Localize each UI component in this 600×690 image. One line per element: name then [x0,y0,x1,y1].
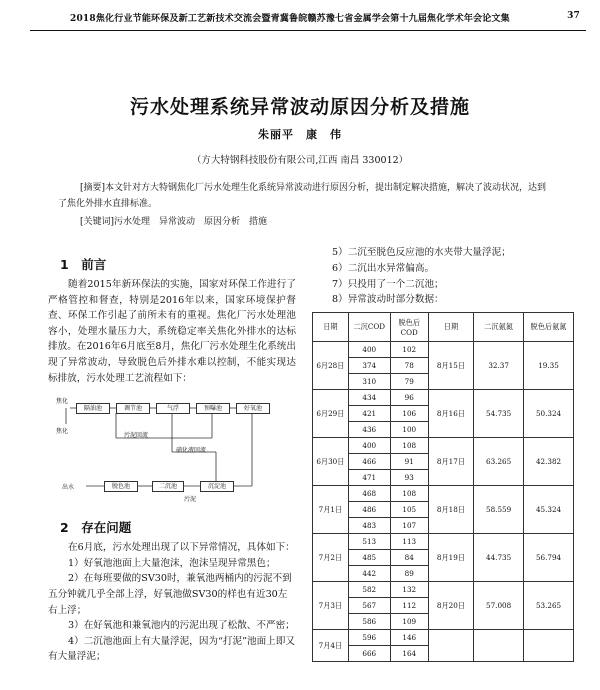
cell-decolor-cod: 79 [390,374,428,390]
header-rule [30,30,586,31]
cell-cod: 466 [348,454,390,470]
cell-decolor-cod: 108 [390,486,428,502]
cell-decolor-ammonia: 42.382 [524,438,574,486]
cell-decolor-ammonia: 53.265 [524,582,574,630]
cell-date2: 8月16日 [428,390,473,438]
cell-ammonia: 58.559 [474,486,524,534]
col-header-ammonia: 二沉氨氮 [474,313,524,342]
cell-decolor-cod: 108 [390,438,428,454]
affiliation: （方大特钢科技股份有限公司,江西 南昌 330012） [191,155,409,166]
flow-box-decolor-tank: 脱色池 [104,481,138,492]
cell-date: 7月2日 [313,534,349,582]
cell-cod: 374 [348,358,390,374]
cell-decolor-cod: 109 [390,614,428,630]
problem-item-8: 8）异常波动时部分数据： [332,294,444,306]
cell-cod: 400 [348,438,390,454]
cell-cod: 442 [348,566,390,582]
abstract-label: [摘要] [80,183,106,193]
cell-decolor-cod: 107 [390,518,428,534]
cell-decolor-cod: 93 [390,470,428,486]
abstract [58,180,548,212]
cell-date2: 8月18日 [428,486,473,534]
cell-date: 7月3日 [313,582,349,630]
cell-cod: 586 [348,614,390,630]
cell-decolor-cod: 105 [390,502,428,518]
cell-date: 6月29日 [313,390,349,438]
table-row [313,534,574,550]
section2-intro: 在6月底，污水处理出现了以下异常情况，具体如下： [68,542,295,554]
cell-decolor-cod: 146 [390,630,428,646]
problem-item-3: 3）在好氧池和兼氧池内的污泥出现了松散、不严密； [68,620,295,632]
running-header [30,8,586,28]
problem-item-4: 4）二沉池池面上有大量浮泥，因为“打泥”池面上即又有大量浮泥； [48,635,295,663]
cell-ammonia: 57.008 [474,582,524,630]
cell-cod: 567 [348,598,390,614]
cell-ammonia: 63.265 [474,438,524,486]
cell-cod: 434 [348,390,390,406]
cell-ammonia: 54.735 [474,390,524,438]
section1-heading: 1 前言 [60,257,107,272]
cell-decolor-cod: 100 [390,422,428,438]
flow-box-sedimentation: 沉淀池 [200,481,234,492]
flow-box-regulating-tank: 调节池 [116,403,150,414]
flow-label-sludge: 污泥 [184,496,197,504]
cell-decolor-ammonia: 50.324 [524,390,574,438]
cell-cod: 468 [348,486,390,502]
cell-cod: 486 [348,502,390,518]
col-header-decolor-ammonia: 脱色后氨氮 [524,313,574,342]
cell-date2: 8月20日 [428,582,473,630]
cell-decolor-cod: 106 [390,406,428,422]
cell-decolor-cod: 113 [390,534,428,550]
cell-decolor-cod: 132 [390,582,428,598]
cell-cod: 421 [348,406,390,422]
section1-paragraph: 随着2015年新环保法的实施，国家对环保工作进行了严格管控和督查，特别是2016年以来，国家环境保护督查、环保工作引起了前所未有的重视。焦化厂污水处理池容小，处理水量压力大，系统稳定率关焦化外排水的达标排放。在2016年6月底至8月，焦化厂污水处理生化系统出现了异常波动，导致脱色后外排水难以控制，不能实现达标排放，污水处理工艺流程如下： [48,279,296,384]
cell-cod: 436 [348,422,390,438]
cell-date2 [428,630,473,662]
cell-date: 7月4日 [313,630,349,662]
cell-ammonia: 44.735 [474,534,524,582]
col-header-date2: 日期 [428,313,473,342]
flow-label-sludge-return: 污泥回流 [124,432,149,440]
cell-decolor-ammonia: 19.35 [524,342,574,390]
left-column [48,255,296,665]
flow-box-pre-aeration: 预曝池 [196,403,230,414]
keywords-text: 污水处理 异常波动 原因分析 措施 [114,217,268,227]
flow-label-outlet: 出水 [62,484,75,492]
cell-cod: 471 [348,470,390,486]
col-header-cod: 二沉COD [348,313,390,342]
problem-item-1: 1）好氧池池面上大量泡沫，泡沫呈现异常黑色； [68,557,276,569]
cell-decolor-cod: 84 [390,550,428,566]
keywords [80,214,550,227]
problem-item-7: 7）只投用了一个二沉池； [332,278,444,290]
table-row [313,438,574,454]
cell-decolor-ammonia [524,630,574,662]
cell-cod: 513 [348,534,390,550]
paper-title: 污水处理系统异常波动原因分析及措施 [129,96,470,118]
section2-heading: 2 存在问题 [60,520,132,536]
page-number: 37 [567,11,580,21]
flow-box-aerobic-tank: 好氧池 [236,403,270,414]
process-flow-diagram [56,390,296,510]
flow-box-secondary-clarifier: 二沉池 [152,481,184,492]
flow-label-nitrified-return: 硝化液回流 [176,447,207,455]
flow-box-oil-separator: 隔油池 [76,403,110,414]
data-table [312,312,574,662]
cell-decolor-cod: 112 [390,598,428,614]
col-header-decolor-cod: 脱色后COD [390,313,428,342]
table-row [313,390,574,406]
cell-decolor-ammonia: 45.324 [524,486,574,534]
table-row [313,486,574,502]
flow-label-in1: 焦化 [56,398,69,406]
cell-date: 7月1日 [313,486,349,534]
problem-item-6: 6）二沉出水异常偏高。 [332,262,435,274]
problem-item-5: 5）二沉至脱色反应池的水夹带大量浮泥； [332,247,511,258]
cell-ammonia: 32.37 [474,342,524,390]
authors: 朱丽平 康 伟 [258,128,342,141]
cell-decolor-cod: 91 [390,454,428,470]
keywords-label: [关键词] [80,217,115,227]
cell-cod: 666 [348,646,390,662]
table-header-row [313,313,574,342]
cell-date: 6月30日 [313,438,349,486]
cell-decolor-ammonia: 56.794 [524,534,574,582]
cell-cod: 310 [348,374,390,390]
cell-date2: 8月17日 [428,438,473,486]
cell-cod: 582 [348,582,390,598]
cell-date2: 8月19日 [428,534,473,582]
cell-decolor-cod: 78 [390,358,428,374]
cell-date: 6月28日 [313,342,349,390]
cell-decolor-cod: 96 [390,390,428,406]
table-row [313,582,574,598]
cell-cod: 483 [348,518,390,534]
cell-ammonia [474,630,524,662]
flow-label-in2: 焦化 [56,428,69,436]
cell-decolor-cod: 102 [390,342,428,358]
header-text: 2018焦化行业节能环保及新工艺新技术交流会暨青冀鲁皖赣苏豫七省金属学会第十九届焦化学术年会论文集 [70,14,510,24]
cell-decolor-cod: 89 [390,566,428,582]
flow-box-air-flotation: 气浮 [156,403,190,414]
col-header-date: 日期 [313,313,349,342]
cell-cod: 485 [348,550,390,566]
problem-item-2: 2）在每班要做的SV30时，兼氧池两桶内的污泥不到五分钟就几乎全部上浮，好氧池做SV30的样也有近30左右上浮； [48,573,292,616]
cell-date2: 8月15日 [428,342,473,390]
abstract-text: 本文针对方大特钢焦化厂污水处理生化系统异常波动进行原因分析，提出制定解决措施，解决了波动状况，达到了焦化外排水直排标准。 [58,183,547,209]
cell-decolor-cod: 164 [390,646,428,662]
cell-cod: 400 [348,342,390,358]
right-column [312,245,574,662]
cell-cod: 596 [348,630,390,646]
table-row [313,630,574,646]
table-row [313,342,574,358]
